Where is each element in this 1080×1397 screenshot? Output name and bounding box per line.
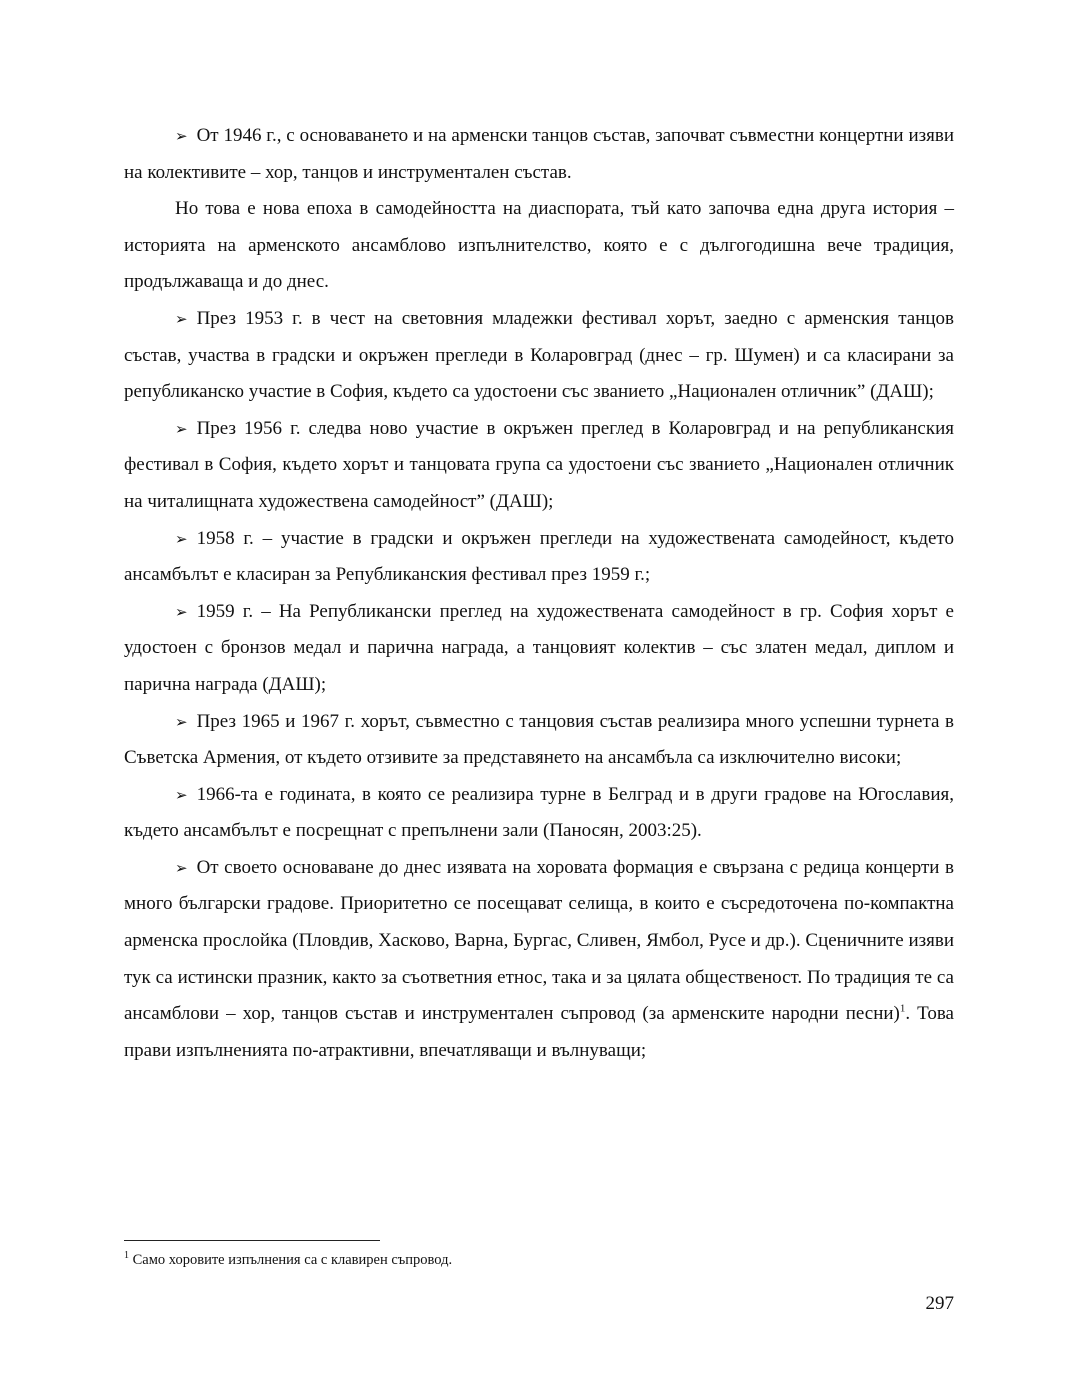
paragraph-text: От своето основаване до днес изявата на хоровата формация е свързана с редица концерти в много български градове. Приоритетно се посещават селища, в които е съсредоточена по-компактна арменска прослойка (Пловдив, Хасково, Варна, Бургас, Сливен, Ямбол, Русе и др.). Сценичните изяви тук са истински празник, както за съответния етнос, така и за цялата общественост. По традиция те са ансамблови – хор, танцов състав и инструментален съпровод (за арменските народни песни) — [124, 856, 954, 1025]
arrow-bullet-icon: ➢ — [175, 127, 188, 145]
footnote — [124, 1250, 954, 1270]
page-number: 297 — [925, 1293, 954, 1314]
paragraph-text: През 1953 г. в чест на световния младежки фестивал хорът, заедно с арменския танцов състав, участва в градски и окръжен прегледи в Коларовград (днес – гр. Шумен) и са класирани за републиканско участие в София, където са удостоени със званието „Национален отличник” (ДАШ); — [124, 307, 954, 403]
footnote-text: Само хоровите изпълнения са с клавирен съпровод. — [132, 1252, 453, 1268]
paragraph-3 — [124, 301, 954, 411]
paragraph-text: Но това е нова епоха в самодейността на диаспората, тъй като започва една друга история – историята на арменското ансамблово изпълнителство, която е с дългогодишна вече традиция, продължаваща и до днес. — [124, 198, 954, 293]
paragraph-text: През 1965 и 1967 г. хорът, съвместно с танцовия състав реализира много успешни турнета в Съветска Армения, от където отзивите за представянето на ансамбъла са изключително високи; — [124, 710, 954, 769]
paragraph-2 — [124, 191, 954, 301]
paragraph-4 — [124, 411, 954, 521]
paragraph-text: 1966-та е годината, в която се реализира турне в Белград и в други градове на Югославия, където ансамбълът е посрещнат с препълнени зали (Паносян, 2003:25). — [124, 783, 954, 842]
paragraph-1 — [124, 118, 954, 191]
paragraph-text: От 1946 г., с основаването и на арменски танцов състав, започват съвместни концертни изяви на колективите – хор, танцов и инструментален състав. — [124, 125, 954, 183]
footnote-separator — [124, 1240, 380, 1241]
paragraph-8 — [124, 777, 954, 850]
paragraph-7 — [124, 704, 954, 777]
paragraph-6 — [124, 594, 954, 704]
footnote-marker: 1 — [124, 1250, 129, 1262]
paragraph-text: През 1956 г. следва ново участие в окръжен преглед в Коларовград и на републиканския фестивал в София, където хорът и танцовата група са удостоени със званието „Национален отличник на читалищната художествена самодейност” (ДАШ); — [124, 417, 954, 512]
body-text — [124, 118, 954, 1069]
paragraph-5 — [124, 521, 954, 594]
paragraph-text-continued: . Това прави изпълненията по-атрактивни, впечатляващи и вълнуващи; — [124, 1003, 954, 1061]
arrow-bullet-icon: ➢ — [175, 602, 188, 621]
arrow-bullet-icon: ➢ — [175, 785, 188, 804]
paragraph-text: 1958 г. – участие в градски и окръжен прегледи на художествената самодейност, където ансамбълът е класиран за Републиканския фестивал през 1959 г.; — [124, 527, 954, 586]
arrow-bullet-icon: ➢ — [175, 529, 188, 548]
paragraph-text: 1959 г. – На Републикански преглед на художествената самодейност в гр. София хорът е удостоен с бронзов медал и парична награда, а танцовият колектив – със златен медал, диплом и парична награда (ДАШ); — [124, 600, 954, 695]
footnote-reference[interactable]: 1 — [899, 1002, 906, 1015]
paragraph-9 — [124, 850, 954, 1070]
arrow-bullet-icon: ➢ — [175, 858, 188, 877]
arrow-bullet-icon: ➢ — [175, 419, 188, 438]
arrow-bullet-icon: ➢ — [175, 712, 188, 731]
arrow-bullet-icon: ➢ — [175, 309, 188, 328]
